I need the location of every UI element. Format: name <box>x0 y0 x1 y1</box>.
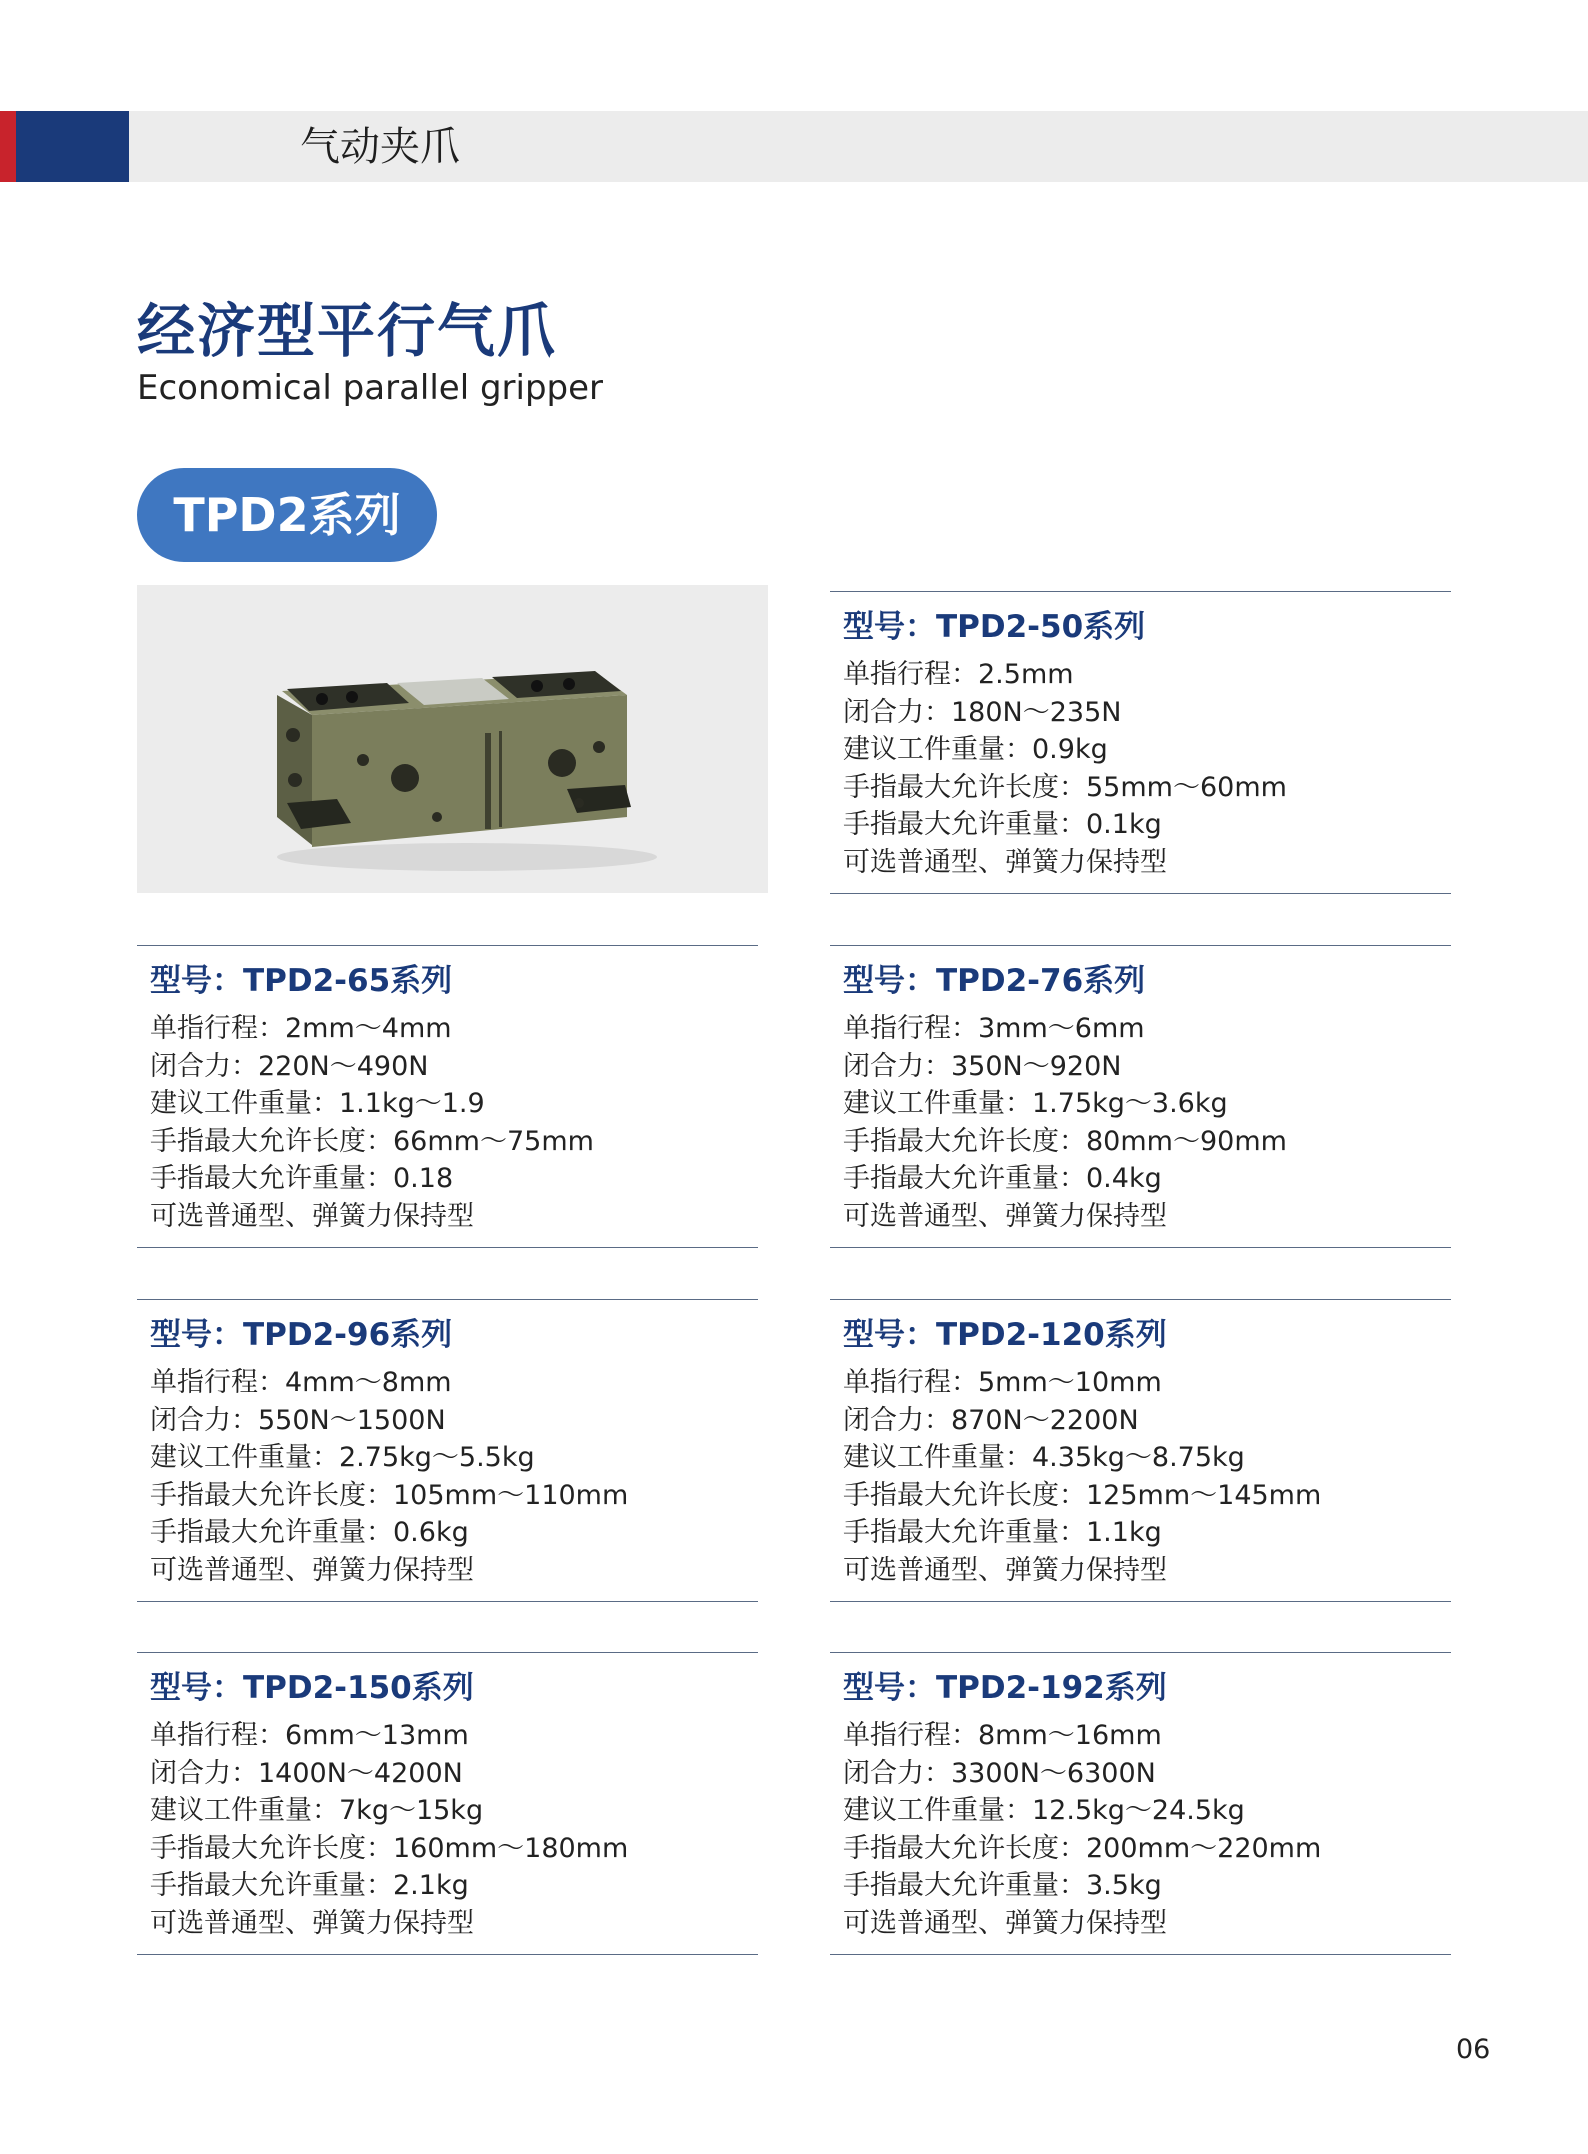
spec-finger-length: 手指最大允许长度：125mm～145mm <box>843 1479 1322 1511</box>
spec-options: 可选普通型、弹簧力保持型 <box>843 1907 1167 1939</box>
spec-list <box>843 656 1287 881</box>
spec-finger-weight: 手指最大允许重量：0.6kg <box>150 1517 469 1548</box>
spec-finger-weight: 手指最大允许重量：0.4kg <box>843 1163 1162 1194</box>
model-title: 型号：TPD2-50系列 <box>843 609 1146 645</box>
spec-block-tpd2-76 <box>830 945 1451 1248</box>
spec-finger-weight: 手指最大允许重量：1.1kg <box>843 1517 1162 1548</box>
spec-closing-force: 闭合力：3300N～6300N <box>843 1757 1156 1789</box>
spec-block-tpd2-65 <box>137 945 758 1248</box>
model-title: 型号：TPD2-150系列 <box>150 1670 474 1706</box>
model-title: 型号：TPD2-65系列 <box>150 963 453 999</box>
spec-workpiece-weight: 建议工件重量：1.75kg～3.6kg <box>843 1088 1228 1119</box>
spec-list <box>843 1010 1287 1235</box>
spec-finger-weight: 手指最大允许重量：2.1kg <box>150 1870 469 1901</box>
spec-finger-length: 手指最大允许长度：160mm～180mm <box>150 1832 629 1864</box>
spec-options: 可选普通型、弹簧力保持型 <box>843 1200 1167 1232</box>
spec-stroke: 单指行程：2.5mm <box>843 659 1074 690</box>
spec-finger-length: 手指最大允许长度：200mm～220mm <box>843 1832 1322 1864</box>
header-blue-accent <box>16 111 129 182</box>
spec-closing-force: 闭合力：1400N～4200N <box>150 1757 463 1789</box>
spec-finger-weight: 手指最大允许重量：3.5kg <box>843 1870 1162 1901</box>
spec-workpiece-weight: 建议工件重量：0.9kg <box>843 734 1108 765</box>
spec-block-tpd2-96 <box>137 1299 758 1602</box>
spec-finger-length: 手指最大允许长度：105mm～110mm <box>150 1479 629 1511</box>
spec-finger-length: 手指最大允许长度：55mm～60mm <box>843 771 1287 803</box>
spec-finger-length: 手指最大允许长度：80mm～90mm <box>843 1125 1287 1157</box>
page-number: 06 <box>1456 2034 1491 2065</box>
model-title: 型号：TPD2-192系列 <box>843 1670 1167 1706</box>
spec-options: 可选普通型、弹簧力保持型 <box>843 1554 1167 1586</box>
spec-workpiece-weight: 建议工件重量：7kg～15kg <box>150 1795 484 1826</box>
spec-options: 可选普通型、弹簧力保持型 <box>150 1907 474 1939</box>
spec-list <box>150 1010 594 1235</box>
spec-block-tpd2-50 <box>830 591 1451 894</box>
model-title: 型号：TPD2-120系列 <box>843 1317 1167 1353</box>
spec-finger-weight: 手指最大允许重量：0.1kg <box>843 809 1162 840</box>
spec-workpiece-weight: 建议工件重量：4.35kg～8.75kg <box>843 1442 1245 1473</box>
header-band <box>0 111 1588 182</box>
spec-list <box>150 1364 628 1589</box>
spec-finger-weight: 手指最大允许重量：0.18 <box>150 1163 454 1194</box>
header-red-accent <box>0 111 16 182</box>
spec-block-tpd2-192 <box>830 1652 1451 1955</box>
spec-stroke: 单指行程：5mm～10mm <box>843 1367 1162 1398</box>
spec-finger-length: 手指最大允许长度：66mm～75mm <box>150 1125 594 1157</box>
spec-closing-force: 闭合力：180N～235N <box>843 696 1122 728</box>
spec-stroke: 单指行程：6mm～13mm <box>150 1720 469 1751</box>
spec-closing-force: 闭合力：870N～2200N <box>843 1404 1139 1436</box>
spec-stroke: 单指行程：4mm～8mm <box>150 1367 452 1398</box>
product-photo <box>137 585 768 893</box>
spec-workpiece-weight: 建议工件重量：1.1kg～1.9 <box>150 1088 485 1119</box>
gripper-illustration <box>137 585 768 893</box>
spec-list <box>843 1364 1321 1589</box>
model-title: 型号：TPD2-96系列 <box>150 1317 453 1353</box>
spec-stroke: 单指行程：2mm～4mm <box>150 1013 452 1044</box>
page-title: 经济型平行气爪 <box>137 297 558 365</box>
spec-list <box>150 1717 628 1942</box>
model-title: 型号：TPD2-76系列 <box>843 963 1146 999</box>
spec-workpiece-weight: 建议工件重量：12.5kg～24.5kg <box>843 1795 1245 1826</box>
series-badge: TPD2系列 <box>137 468 437 562</box>
spec-stroke: 单指行程：8mm～16mm <box>843 1720 1162 1751</box>
spec-block-tpd2-120 <box>830 1299 1451 1602</box>
spec-workpiece-weight: 建议工件重量：2.75kg～5.5kg <box>150 1442 535 1473</box>
spec-options: 可选普通型、弹簧力保持型 <box>150 1200 474 1232</box>
spec-options: 可选普通型、弹簧力保持型 <box>150 1554 474 1586</box>
header-title: 气动夹爪 <box>300 124 460 170</box>
spec-list <box>843 1717 1321 1942</box>
spec-closing-force: 闭合力：550N～1500N <box>150 1404 446 1436</box>
page-subtitle: Economical parallel gripper <box>137 368 604 408</box>
spec-stroke: 单指行程：3mm～6mm <box>843 1013 1145 1044</box>
spec-closing-force: 闭合力：350N～920N <box>843 1050 1122 1082</box>
spec-closing-force: 闭合力：220N～490N <box>150 1050 429 1082</box>
spec-options: 可选普通型、弹簧力保持型 <box>843 846 1167 878</box>
spec-block-tpd2-150 <box>137 1652 758 1955</box>
